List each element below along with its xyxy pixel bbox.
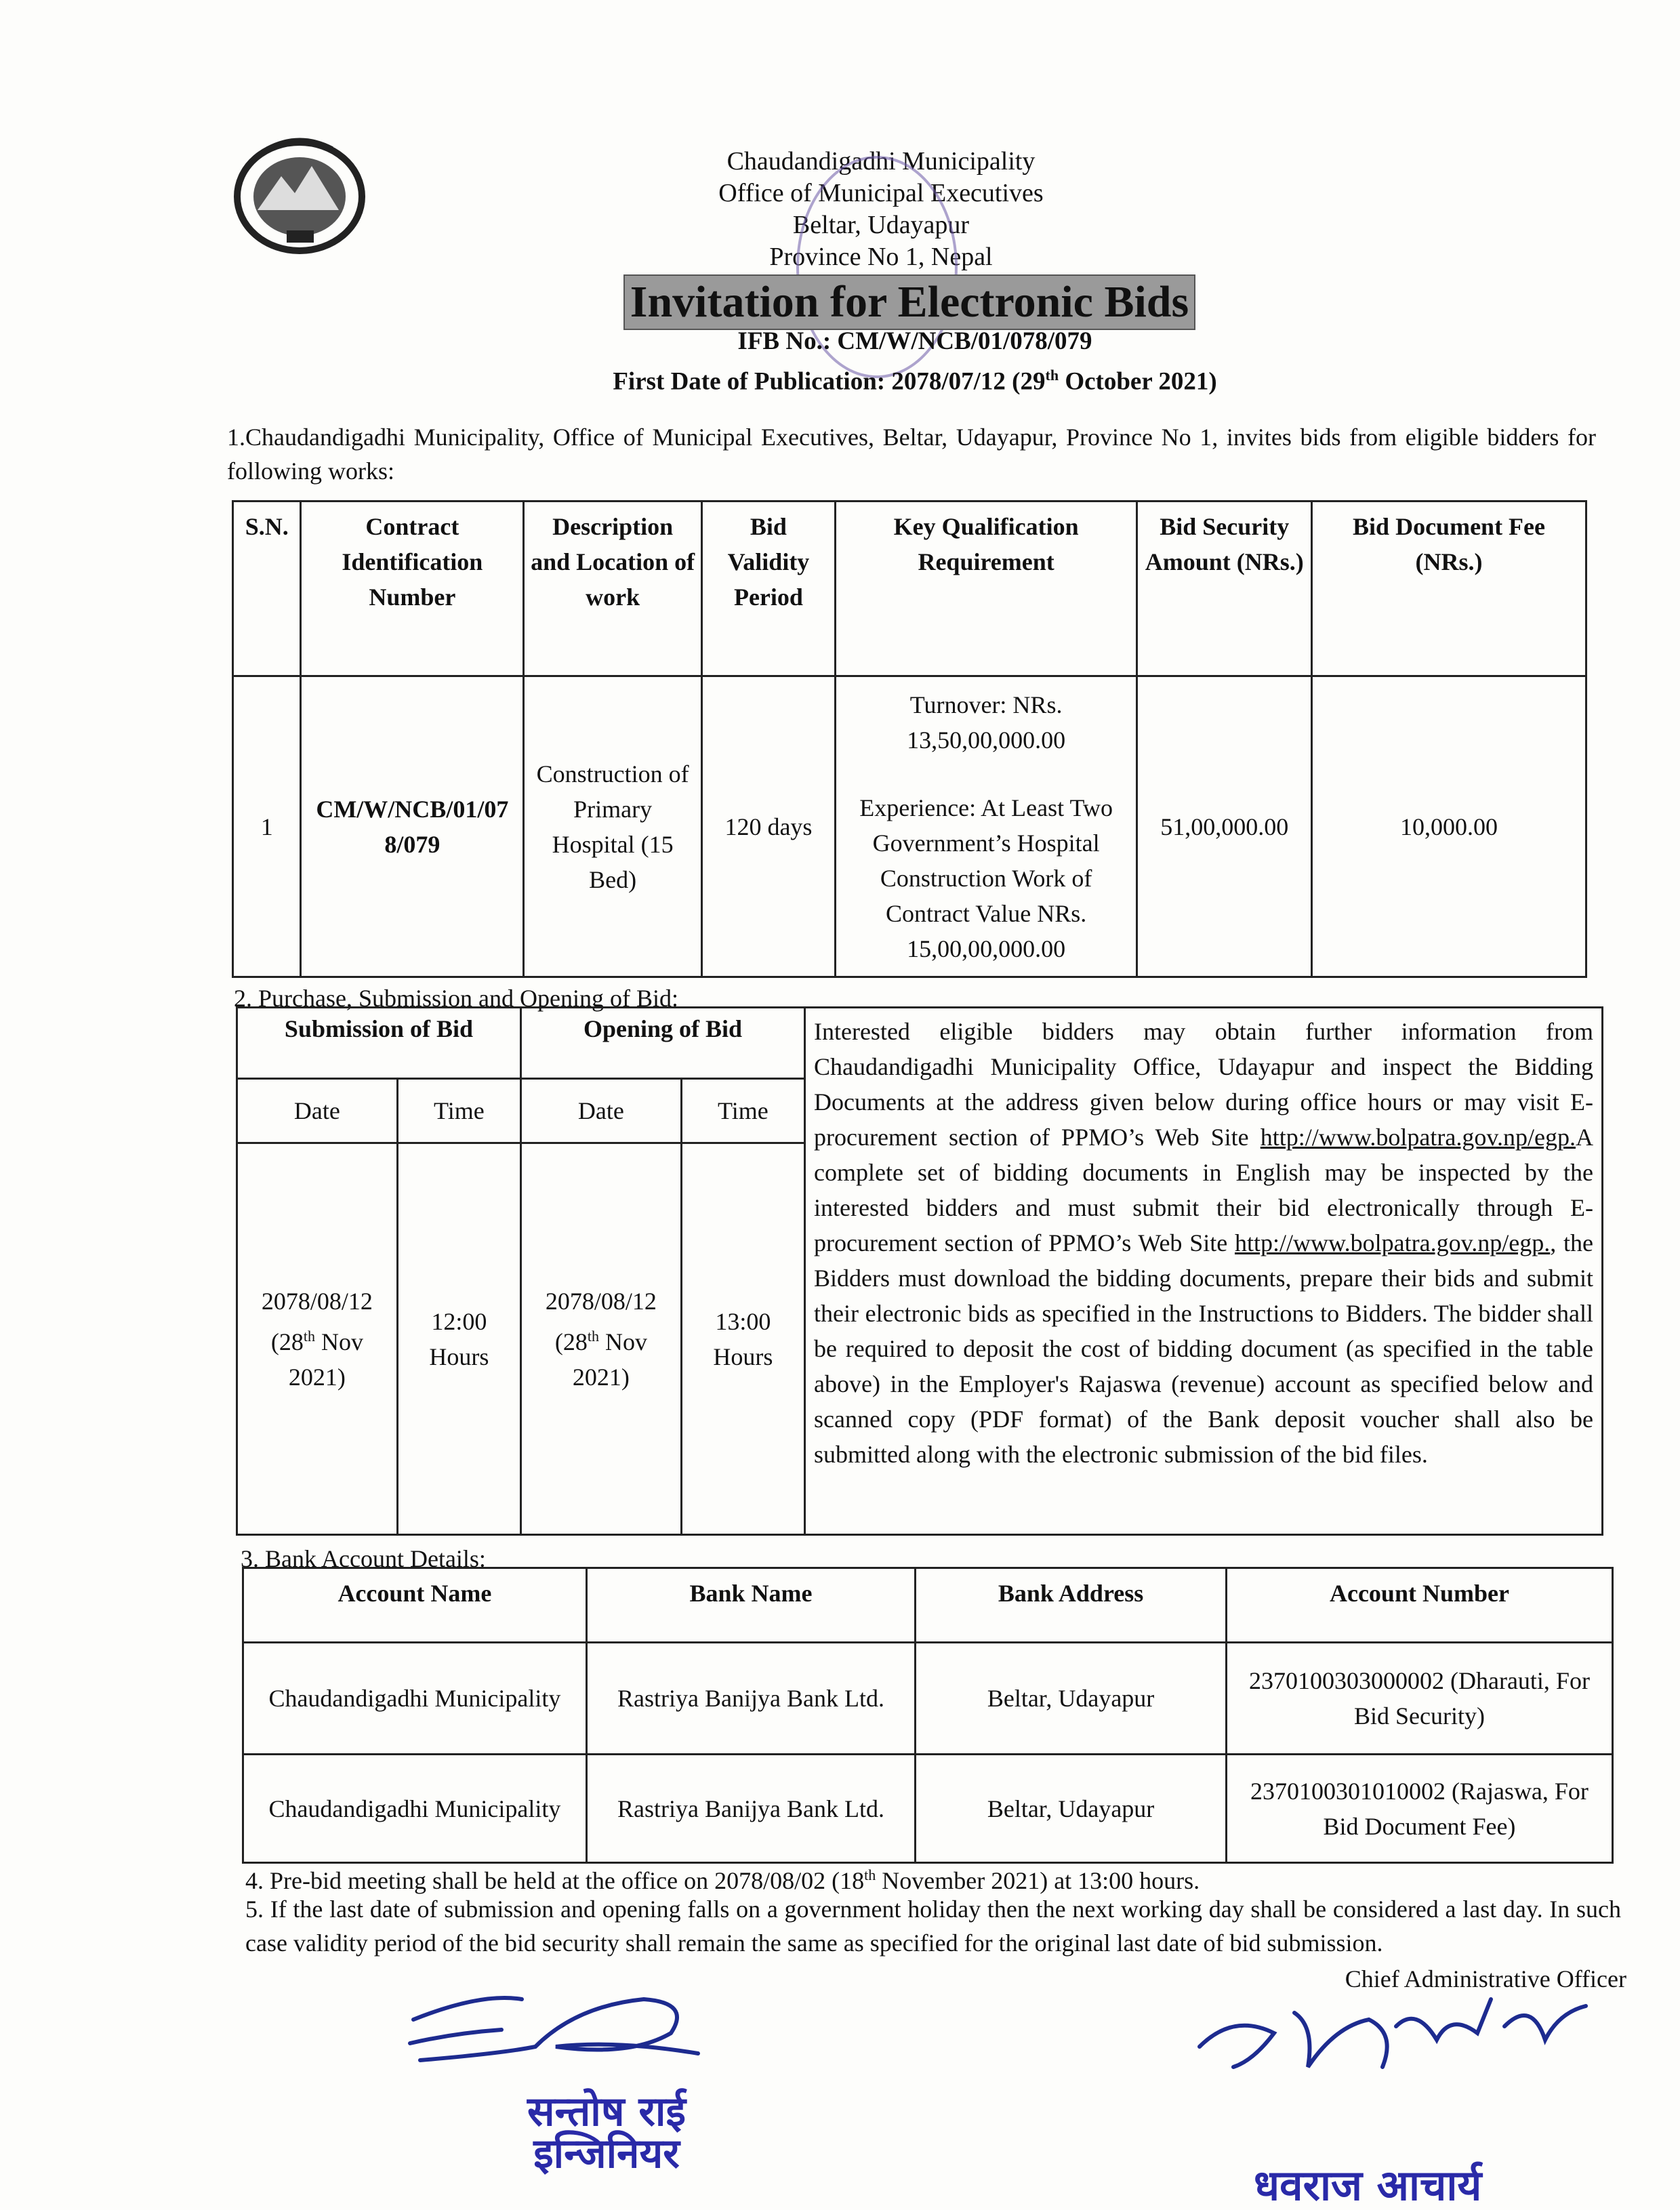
- table-row: [243, 1755, 1613, 1863]
- cell-bank-address: Beltar, Udayapur: [916, 1643, 1227, 1755]
- cell-account-number: 2370100301010002 (Rajaswa, For Bid Document Fee): [1226, 1755, 1612, 1863]
- cao-name-stamp: धवराज आचार्य: [1254, 2161, 1482, 2210]
- works-table: [232, 500, 1587, 978]
- experience-requirement: Experience: At Least Two Government’s Hospital Construction Work of Contract Value NRs. 15,00,00,000.00: [859, 794, 1113, 962]
- submission-date: 2078/08/12 (28th Nov 2021): [237, 1143, 398, 1535]
- cell-sn: 1: [233, 676, 301, 977]
- office-name: Office of Municipal Executives: [718, 179, 1044, 207]
- col-qualification: Key Qualification Requirement: [835, 502, 1136, 676]
- province-line: Province No 1, Nepal: [769, 243, 993, 271]
- opening-time: 13:00 Hours: [681, 1143, 804, 1535]
- col-bank-address: Bank Address: [916, 1568, 1227, 1643]
- table-row: [243, 1643, 1613, 1755]
- col-security: Bid Security Amount (NRs.): [1137, 502, 1312, 676]
- submission-date-label: Date: [237, 1079, 398, 1143]
- signature-left: [400, 1979, 712, 2081]
- cell-bank-name: Rastriya Banijya Bank Ltd.: [586, 1755, 915, 1863]
- col-account-name: Account Name: [243, 1568, 587, 1643]
- col-description: Description and Location of work: [524, 502, 702, 676]
- cell-validity: 120 days: [702, 676, 836, 977]
- address-line: Beltar, Udayapur: [792, 211, 970, 239]
- section2-heading: 2. Purchase, Submission and Opening of Bid:: [234, 985, 678, 1012]
- col-account-number: Account Number: [1226, 1568, 1612, 1643]
- bank-account-table: [242, 1567, 1614, 1864]
- bid-schedule-table: [236, 1006, 1603, 1536]
- ppmo-link-1[interactable]: http://www.bolpatra.gov.np/egp.: [1260, 1124, 1576, 1151]
- signoff-title: Chief Administrative Officer: [1345, 1965, 1626, 1992]
- section3-heading: 3. Bank Account Details:: [241, 1545, 486, 1572]
- submission-time: 12:00 Hours: [397, 1143, 520, 1535]
- note-5: 5. If the last date of submission and opening falls on a government holiday then the next working day shall be considered a last day. In such case validity period of the bid security shall remain the same as specified for the original last date of bid submission.: [245, 1896, 1621, 1957]
- opening-time-label: Time: [681, 1079, 804, 1143]
- opening-date: 2078/08/12 (28th Nov 2021): [520, 1143, 681, 1535]
- cell-bank-address: Beltar, Udayapur: [916, 1755, 1227, 1863]
- cell-account-number: 2370100303000002 (Dharauti, For Bid Security): [1226, 1643, 1612, 1755]
- col-validity: Bid Validity Period: [702, 502, 836, 676]
- cell-bank-name: Rastriya Banijya Bank Ltd.: [586, 1643, 915, 1755]
- cell-account-name: Chaudandigadhi Municipality: [243, 1755, 587, 1863]
- note-4: 4. Pre-bid meeting shall be held at the office on 2078/08/02 (18th November 2021) at 13:00 hours.: [245, 1866, 1200, 1894]
- submission-time-label: Time: [397, 1079, 520, 1143]
- cell-contract-id: CM/W/NCB/01/078/079: [301, 676, 524, 977]
- turnover-requirement: Turnover: NRs. 13,50,00,000.00: [907, 691, 1066, 754]
- engineer-name-stamp: सन्तोष राई इन्जिनियर: [527, 2088, 686, 2177]
- publication-date: First Date of Publication: 2078/07/12 (29th October 2021): [613, 367, 1217, 396]
- opening-of-bid-label: Opening of Bid: [520, 1008, 804, 1079]
- col-sn: S.N.: [233, 502, 301, 676]
- table-row: [233, 676, 1586, 977]
- submission-of-bid-label: Submission of Bid: [237, 1008, 521, 1079]
- cell-account-name: Chaudandigadhi Municipality: [243, 1643, 587, 1755]
- signature-right: [1193, 1986, 1599, 2087]
- cell-security: 51,00,000.00: [1137, 676, 1312, 977]
- bid-instructions-paragraph: Interested eligible bidders may obtain further information from Chaudandigadhi Municipality Office, Udayapur and inspect the Bidding Documents at the address given below during office hours or may visit E-procurement section of PPMO’s Web Site http://www.bolpatra.gov.np/egp.A complete set of bidding documents in English may be inspected by the interested bidders and must submit their bid electronically through E-procurement section of PPMO’s Web Site http://www.bolpatra.gov.np/egp., the Bidders must download the bidding documents, prepare their bids and submit their electronic bids as specified in the Instructions to Bidders. The bidder shall be required to deposit the cost of bidding document (as specified in the table above) in the Employer's Rajaswa (revenue) account as specified below and scanned copy (PDF format) of the Bank deposit voucher shall also be submitted along with the electronic submission of the bid files.: [805, 1008, 1603, 1535]
- opening-date-label: Date: [520, 1079, 681, 1143]
- nepal-emblem-logo: [227, 129, 373, 261]
- col-contract-id: Contract Identification Number: [301, 502, 524, 676]
- document-title: Invitation for Electronic Bids: [623, 274, 1195, 330]
- section1-intro: 1.Chaudandigadhi Municipality, Office of Municipal Executives, Beltar, Udayapur, Province No 1, invites bids from eligible bidders for following works:: [227, 424, 1596, 485]
- cell-description: Construction of Primary Hospital (15 Bed): [524, 676, 702, 977]
- org-name: Chaudandigadhi Municipality: [726, 147, 1036, 176]
- col-bank-name: Bank Name: [586, 1568, 915, 1643]
- ifb-number: IFB No.: CM/W/NCB/01/078/079: [737, 327, 1092, 355]
- cell-fee: 10,000.00: [1312, 676, 1586, 977]
- ppmo-link-2[interactable]: http://www.bolpatra.gov.np/egp.: [1234, 1229, 1551, 1256]
- cell-qualification: [835, 676, 1136, 977]
- col-fee: Bid Document Fee (NRs.): [1312, 502, 1586, 676]
